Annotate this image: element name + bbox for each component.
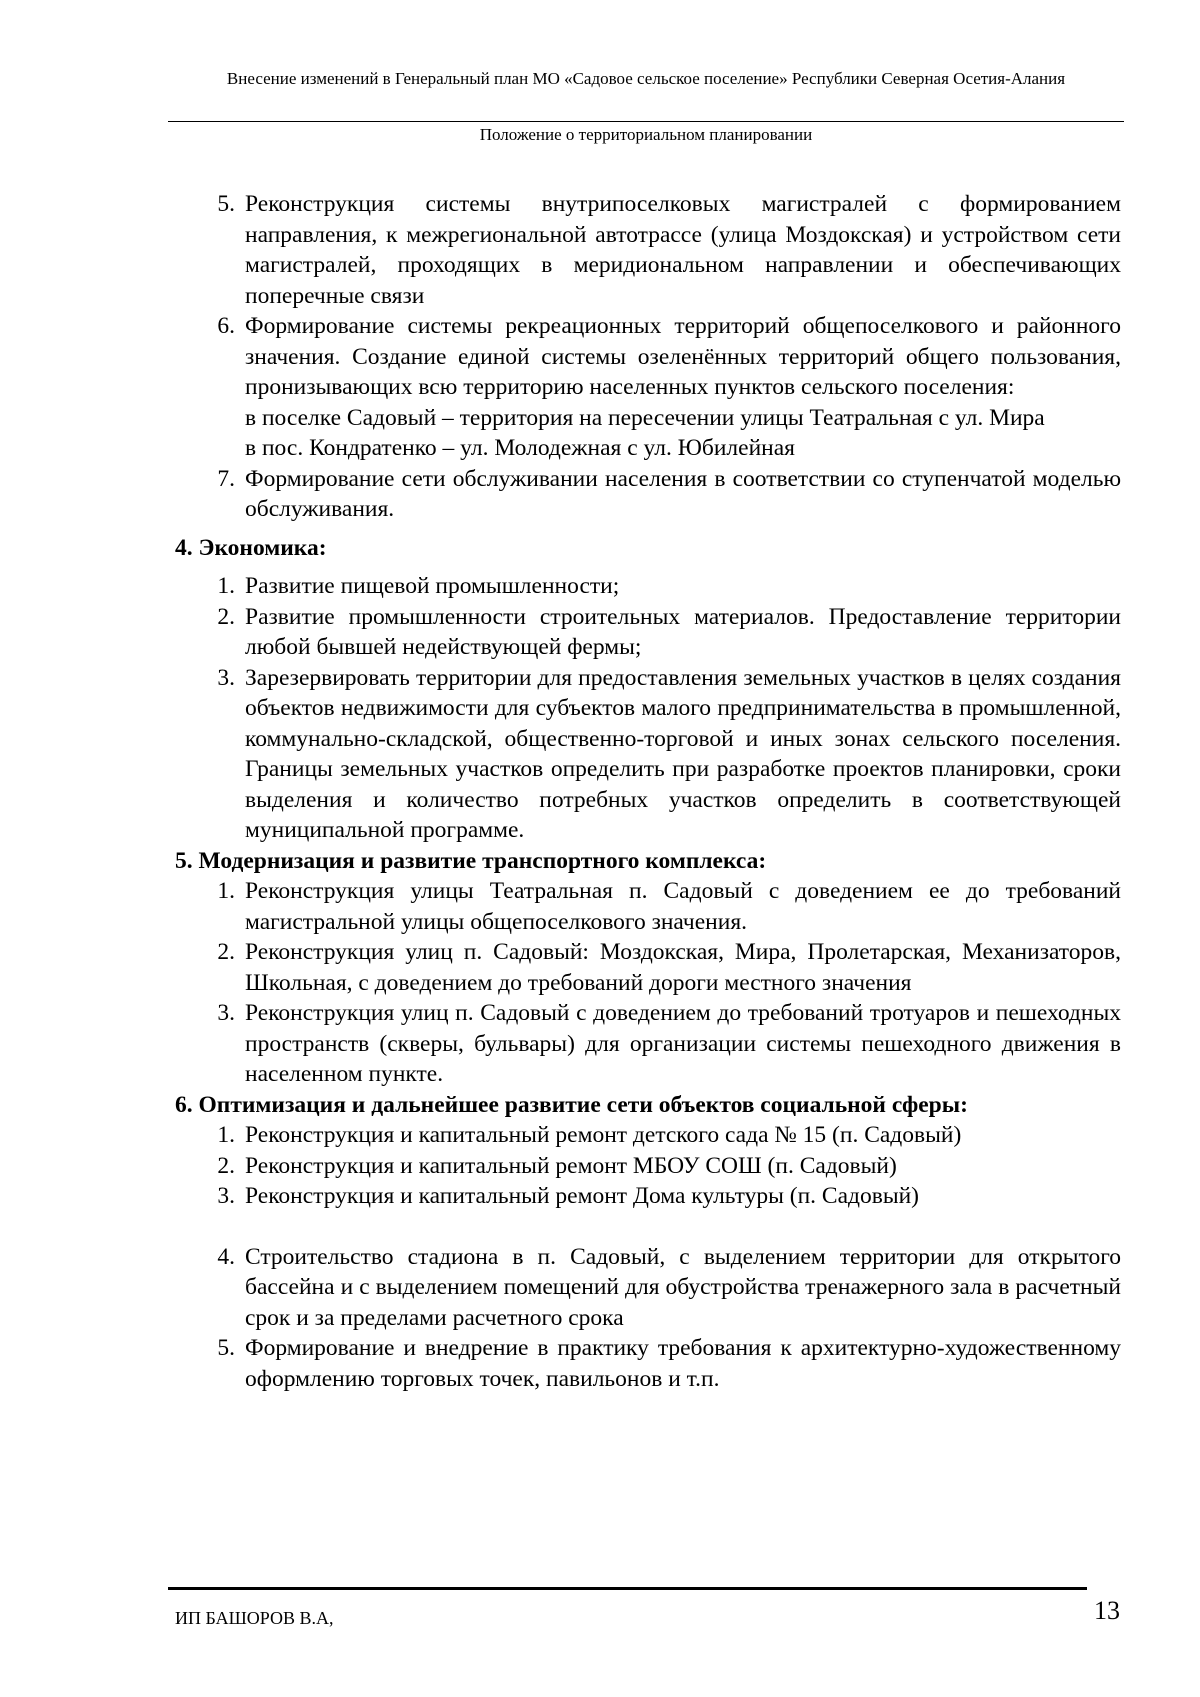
list-item-number: 5. bbox=[217, 191, 235, 217]
list-item bbox=[175, 1151, 1121, 1182]
section-heading: 5. Модернизация и развитие транспортного комплекса: bbox=[175, 847, 767, 874]
section-list bbox=[175, 1120, 1121, 1212]
list-item bbox=[175, 1120, 1121, 1151]
footer-divider bbox=[168, 1587, 1087, 1590]
list-item-text: Формирование и внедрение в практику требования к архитектурно-художественному оформлению торговых точек, павильонов и т.п. bbox=[245, 1335, 1121, 1392]
list-item bbox=[175, 1242, 1121, 1334]
list-item bbox=[175, 464, 1121, 525]
section-transport bbox=[175, 846, 1121, 1090]
list-item-number: 2. bbox=[217, 603, 235, 630]
page-number: 13 bbox=[1094, 1596, 1120, 1625]
list-item bbox=[175, 876, 1121, 937]
list-item-number: 3. bbox=[217, 664, 235, 691]
header-divider bbox=[168, 121, 1124, 122]
list-item-number: 1. bbox=[217, 1122, 235, 1148]
section-list bbox=[175, 876, 1121, 1090]
section-economy bbox=[175, 533, 1121, 846]
list-item-number: 5. bbox=[217, 1335, 235, 1361]
list-item-number: 6. bbox=[217, 313, 235, 339]
list-item-text: Реконструкция системы внутрипоселковых магистралей с формированием направления, к межрегиональной автотрассе (улица Моздокская) и устройством сети магистралей, проходящих в меридиональном направлении и обеспечивающих поперечные связи bbox=[245, 191, 1121, 309]
section-list-continued bbox=[175, 1242, 1121, 1395]
list-item-number: 3. bbox=[217, 1183, 235, 1209]
section-heading: 6. Оптимизация и дальнейшее развитие сети объектов социальной сферы: bbox=[175, 1091, 968, 1118]
list-item-text: Реконструкция улиц п. Садовый: Моздокская, Мира, Пролетарская, Механизаторов, Школьная, с доведением до требований дороги местного значения bbox=[245, 939, 1121, 996]
document-header-title: Внесение изменений в Генеральный план МО «Садовое сельское поселение» Республики Северная Осетия-Алания bbox=[226, 69, 1066, 88]
list-item-text: Реконструкция и капитальный ремонт Дома культуры (п. Садовый) bbox=[245, 1183, 920, 1209]
list-item-number: 2. bbox=[217, 939, 235, 965]
list-item-text: Формирование сети обслуживании населения в соответствии со ступенчатой моделью обслуживания. bbox=[245, 465, 1121, 522]
list-item bbox=[175, 937, 1121, 998]
list-item-text: Реконструкция улиц п. Садовый с доведением до требований тротуаров и пешеходных пространств (скверы, бульвары) для организации системы пешеходного движения в населенном пункте. bbox=[245, 1000, 1121, 1087]
list-item-text: Реконструкция и капитальный ремонт детского сада № 15 (п. Садовый) bbox=[245, 1122, 962, 1148]
list-item bbox=[175, 189, 1121, 311]
list-item-text: Развитие промышленности строительных материалов. Предоставление территории любой бывшей недействующей фермы; bbox=[245, 603, 1121, 660]
list-item-text: Развитие пищевой промышленности; bbox=[245, 573, 620, 599]
document-body bbox=[175, 189, 1121, 1394]
section-heading: 4. Экономика: bbox=[175, 534, 327, 561]
list-item-text: Реконструкция и капитальный ремонт МБОУ СОШ (п. Садовый) bbox=[245, 1152, 897, 1179]
section-social bbox=[175, 1090, 1121, 1395]
list-item-subtext: в поселке Садовый – территория на пересечении улицы Театральная с ул. Мира bbox=[245, 404, 1045, 431]
list-item-subtext: в пос. Кондратенко – ул. Молодежная с ул. Юбилейная bbox=[245, 435, 795, 461]
section-list bbox=[175, 571, 1121, 846]
list-item bbox=[175, 602, 1121, 663]
list-item bbox=[175, 311, 1121, 464]
list-item-number: 1. bbox=[217, 878, 235, 904]
list-item bbox=[175, 1333, 1121, 1394]
list-item bbox=[175, 1181, 1121, 1212]
list-item-text: Зарезервировать территории для предоставления земельных участков в целях создания объектов недвижимости для субъектов малого предпринимательства в промышленной, коммунально-складской, общественно-торговой и иных зонах сельского поселения. Границы земельных участков определить при разработке проектов планировки, сроки выделения и количество потребных участков определить в соответствующей муниципальной программе. bbox=[245, 664, 1121, 843]
list-item-text: Формирование системы рекреационных территорий общепоселкового и районного значения. Создание единой системы озеленённых территорий общего пользования, пронизывающих всю территорию населенных пунктов сельского поселения: bbox=[245, 313, 1121, 400]
list-item-number: 3. bbox=[217, 1000, 235, 1026]
list-item bbox=[175, 663, 1121, 846]
list-item-text: Строительство стадиона в п. Садовый, с выделением территории для открытого бассейна и с выделением помещений для обустройства тренажерного зала в расчетный срок и за пределами расчетного срока bbox=[245, 1243, 1121, 1331]
footer-author: ИП БАШОРОВ В.А, bbox=[175, 1608, 334, 1628]
list-item bbox=[175, 571, 1121, 602]
list-item-number: 4. bbox=[217, 1243, 235, 1270]
list-item bbox=[175, 998, 1121, 1090]
list-item-number: 2. bbox=[217, 1152, 235, 1179]
document-header-subtitle: Положение о территориальном планировании bbox=[479, 125, 813, 144]
list-item-number: 1. bbox=[217, 573, 235, 599]
list-item-number: 7. bbox=[217, 465, 235, 492]
continued-list bbox=[175, 189, 1121, 525]
list-item-text: Реконструкция улицы Театральная п. Садовый с доведением ее до требований магистральной улицы общепоселкового значения. bbox=[245, 878, 1121, 935]
